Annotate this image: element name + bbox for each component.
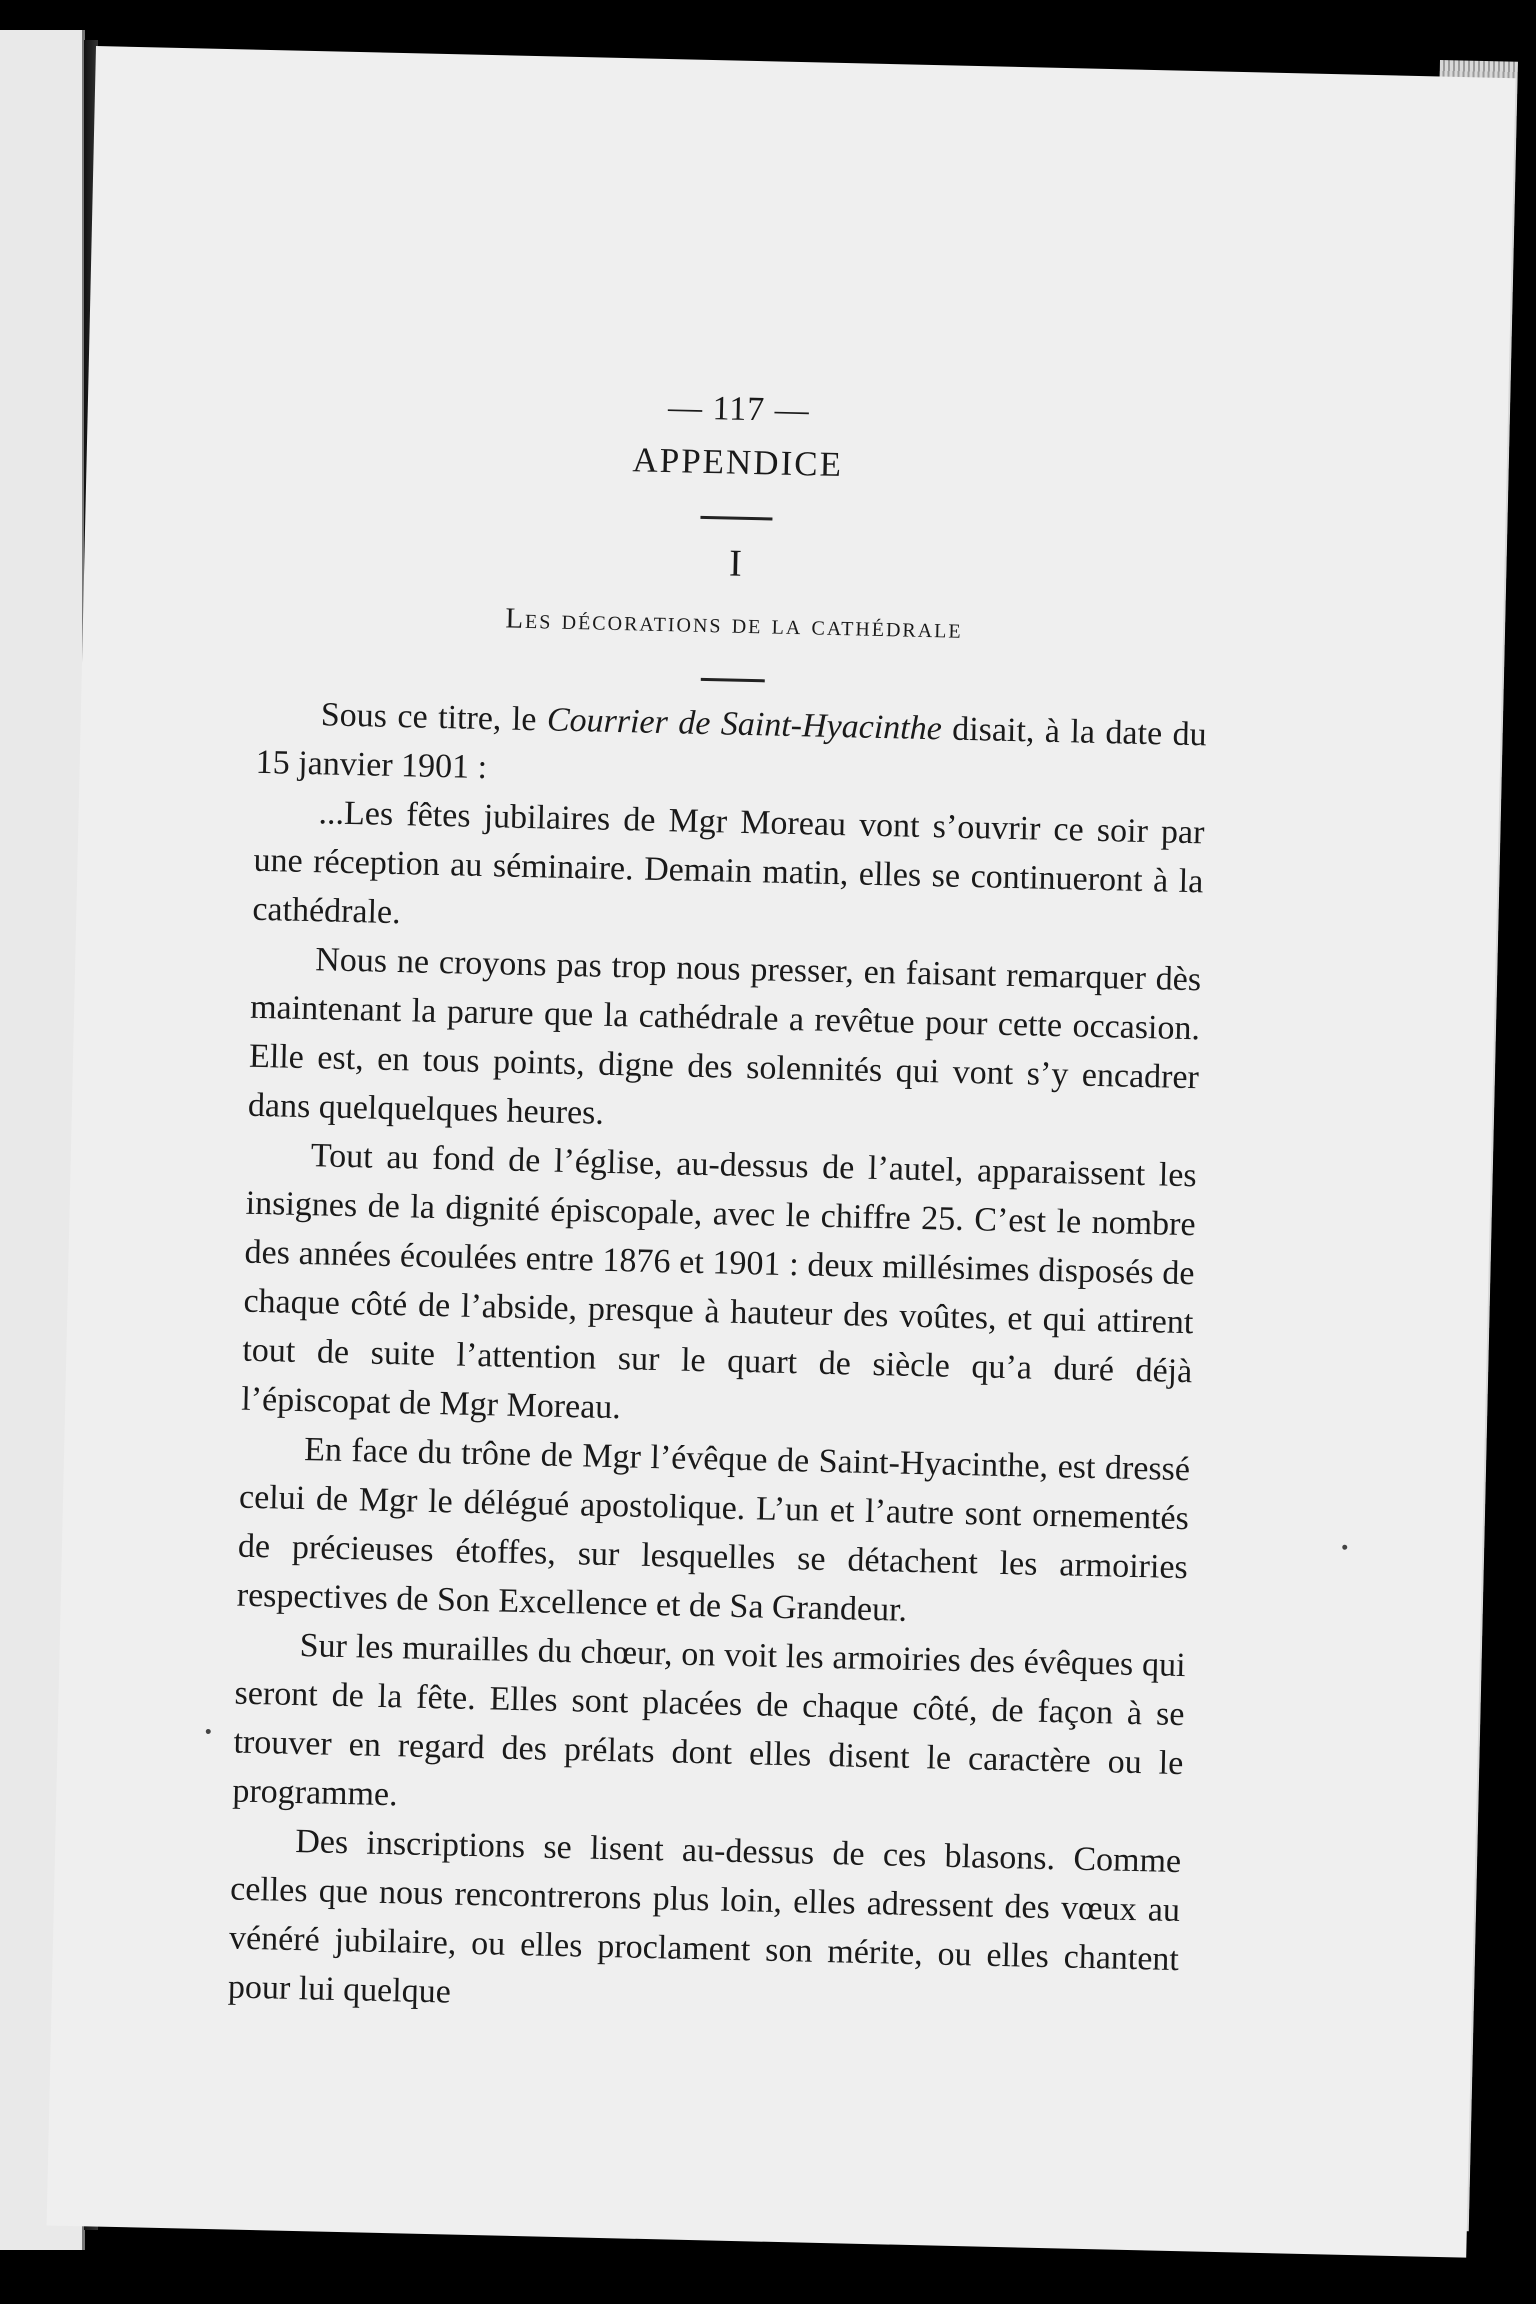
intro-text-before: Sous ce titre, le <box>320 696 548 739</box>
speck-mark <box>206 1729 211 1734</box>
page-text-block <box>227 340 1215 2033</box>
paragraph-2: Nous ne croyons pas trop nous presser, en faisant remarquer dès maintenant la parure que la cathédrale a revêtue pour cette occasion. Elle est, en tous points, digne des solennités qui vont s’y encadrer dans quelquelques heures. <box>247 941 1202 1132</box>
body-text <box>227 689 1207 2033</box>
paragraph-5: Sur les murailles du chœur, on voit les armoiries des évêques qui seront de la fête. Elles sont placées de chaque côté, de façon à se trouver en regard des prélats dont elles disent le caractère ou le programme. <box>232 1627 1186 1814</box>
book-page <box>47 46 1516 2258</box>
paragraph-3: Tout au fond de l’église, au-dessus de l’autel, apparaissent les insignes de la dignité épiscopale, avec le chiffre 25. C’est le nombre des années écoulées entre 1876 et 1901 : deux millésimes disposés de chaque côté de l’abside, presque à hauteur des voûtes, et qui attirent tout de suite l’attention sur le quart de siècle qu’a duré déjà l’épiscopat de Mgr Moreau. <box>240 1137 1198 1427</box>
speck-mark <box>1342 1545 1347 1550</box>
section-title: Les décorations de la cathédrale <box>505 602 964 645</box>
heading-rule <box>700 516 772 521</box>
page-number: — 117 — <box>667 389 811 430</box>
journal-title: Courrier de Saint-Hyacinthe <box>546 701 943 748</box>
section-numeral: I <box>728 542 743 585</box>
paragraph-6: Des inscriptions se lisent au-dessus de ces blasons. Comme celles que nous rencontrerons plus loin, elles adressent des vœux au vénéré jubilaire, ou elles proclament son mérite, ou elles chantent pour lui quelque <box>227 1822 1182 2011</box>
appendix-heading: APPENDICE <box>632 440 844 485</box>
paragraph-4: En face du trône de Mgr l’évêque de Saint-Hyacinthe, est dressé celui de Mgr le délégué apostolique. L’un et l’autre sont ornementés de précieuses étoffes, sur lesquelles se détachent les armoiries respectives de Son Excellence et de Sa Grandeur. <box>236 1431 1191 1629</box>
intro-text-after: disait, à la date du 15 janvier 1901 : <box>255 710 1208 787</box>
section-rule <box>701 678 765 682</box>
paragraph-1: ...Les fêtes jubilaires de Mgr Moreau vont s’ouvrir ce soir par une réception au séminaire. Demain matin, elles se continueront à la cathédrale. <box>252 794 1205 932</box>
